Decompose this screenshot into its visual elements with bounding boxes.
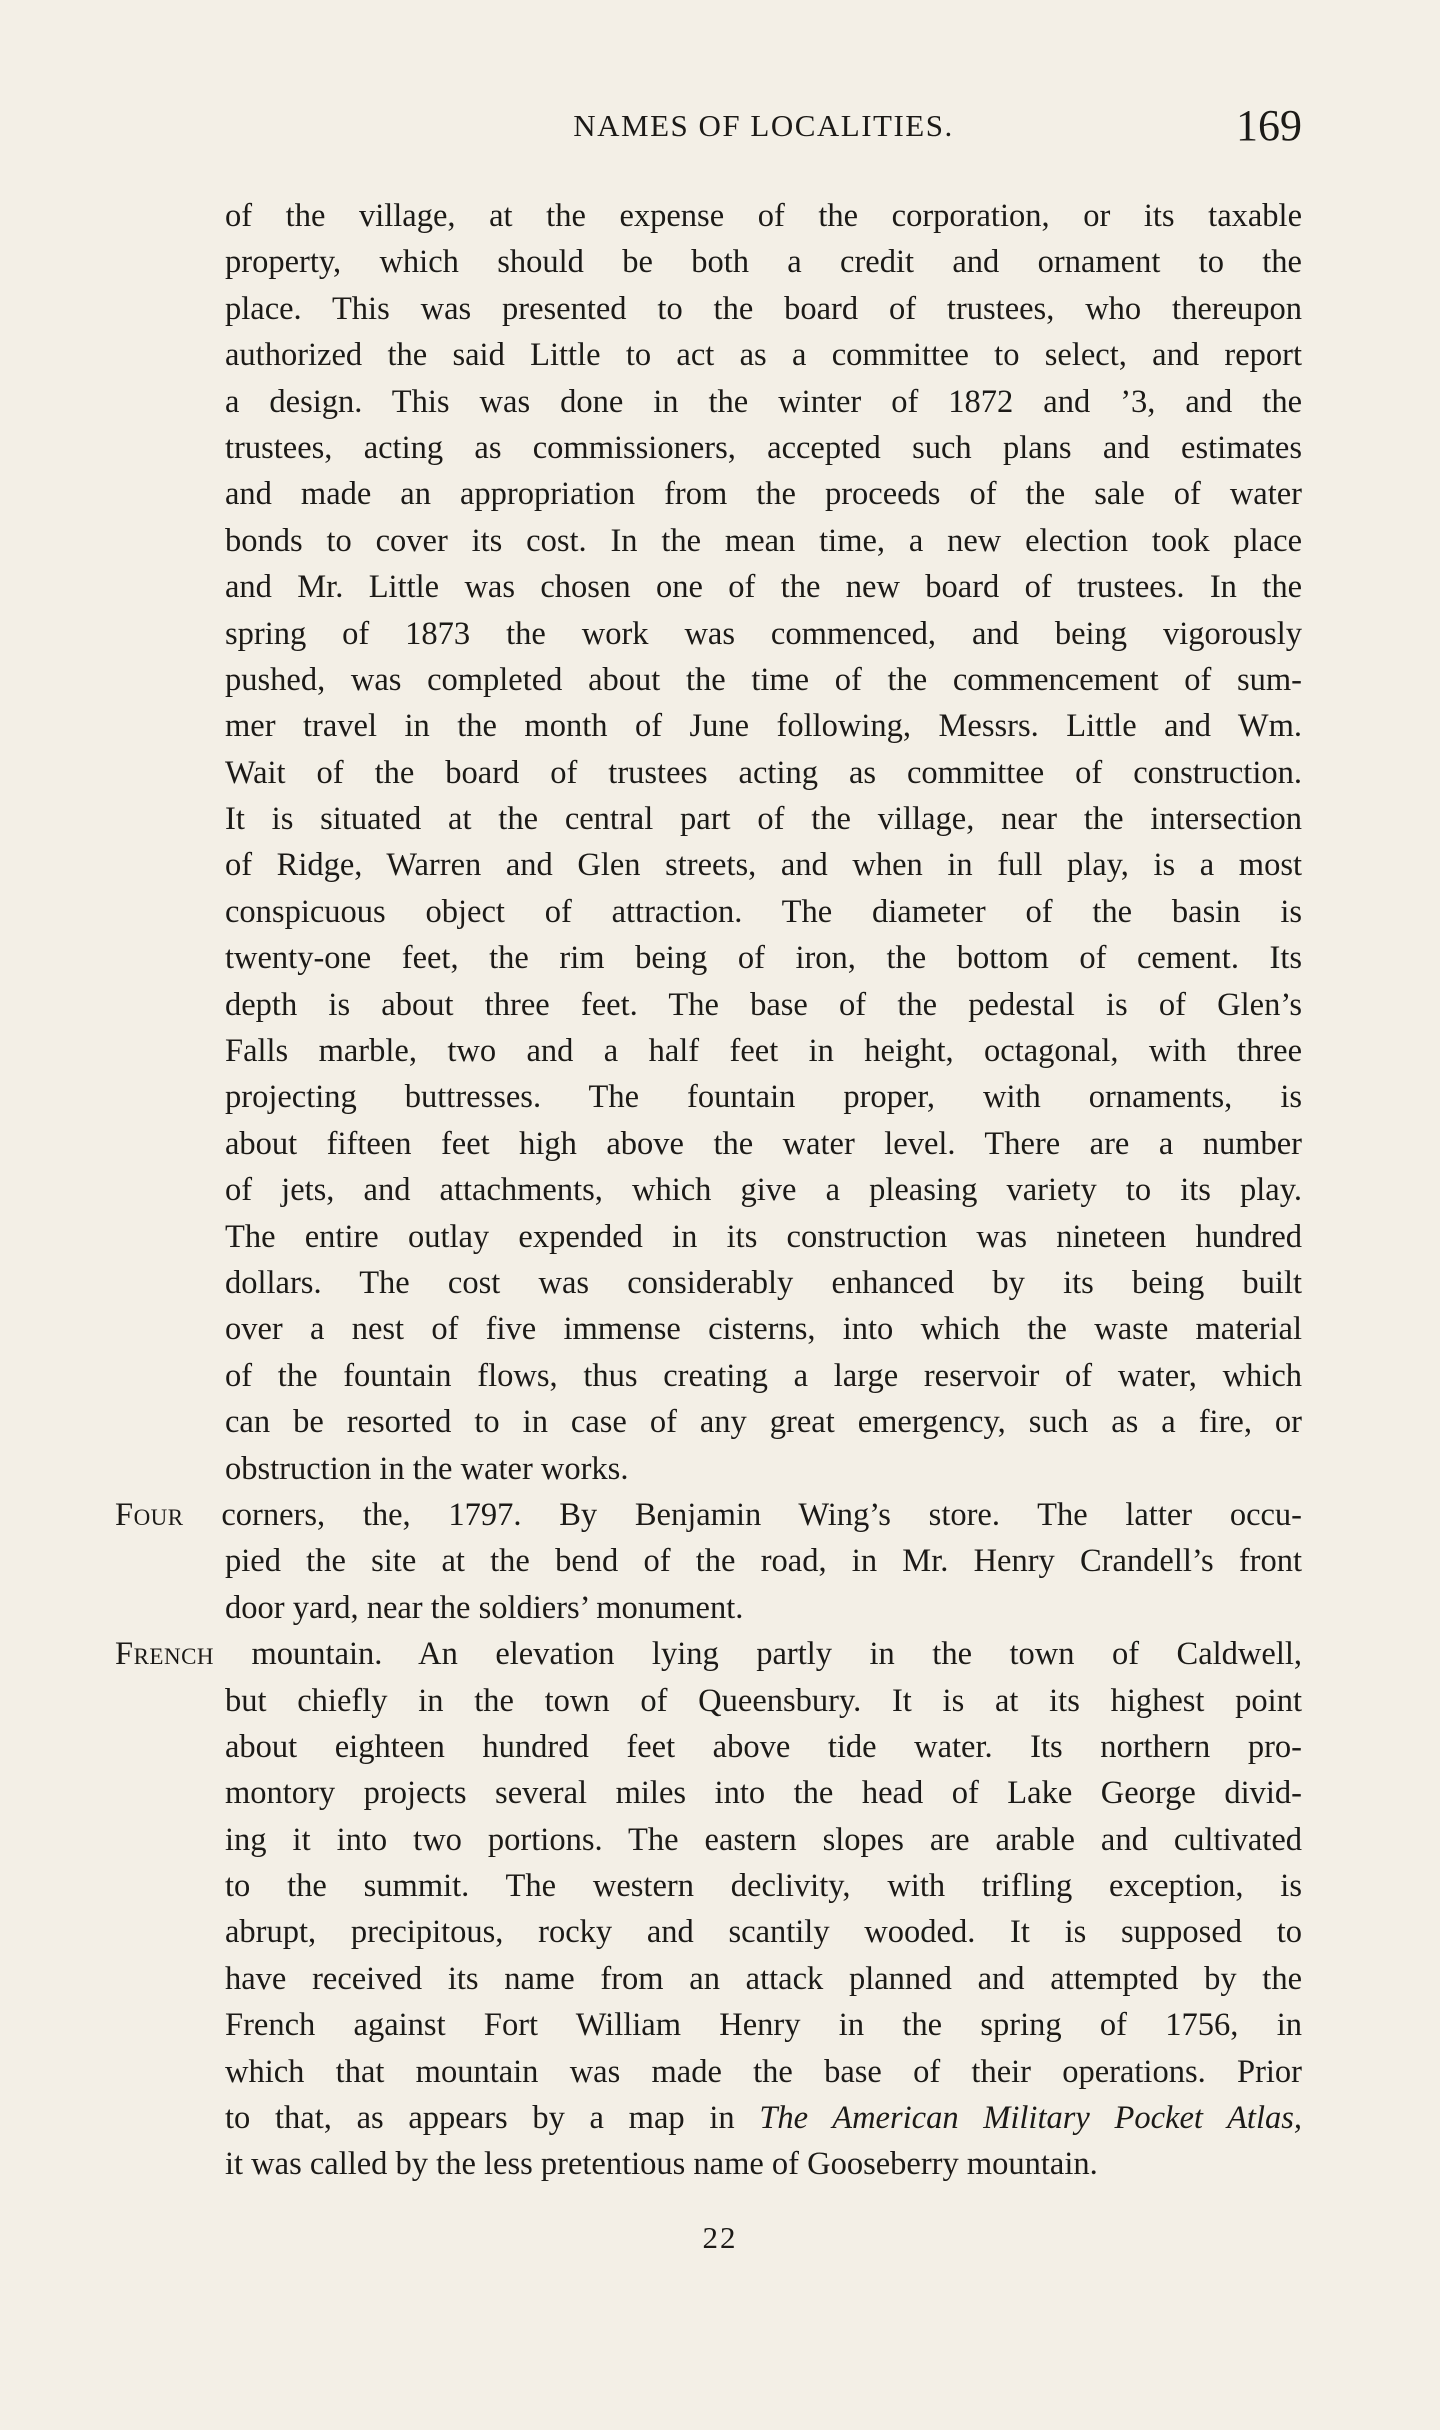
text-line: montory projects several miles into the head of Lake George divid-	[225, 1775, 1302, 1812]
entry-term: Four	[115, 1496, 184, 1533]
running-head: NAMES OF LOCALITIES.	[573, 108, 954, 143]
text-line: which that mountain was made the base of their operations. Prior	[225, 2053, 1302, 2090]
text-line: pied the site at the bend of the road, in Mr. Henry Crandell’s front	[225, 1543, 1302, 1580]
text-line: of Ridge, Warren and Glen streets, and when in full play, is a most	[225, 847, 1302, 884]
text-line: conspicuous object of attraction. The diameter of the basin is	[225, 893, 1302, 930]
text-line: It is situated at the central part of the village, near the intersection	[225, 801, 1302, 838]
text-line: door yard, near the soldiers’ monument.	[225, 1589, 744, 1626]
text-line: about fifteen feet high above the water level. There are a number	[225, 1125, 1302, 1162]
text-line: have received its name from an attack planned and attempted by the	[225, 1960, 1302, 1997]
text-line: depth is about three feet. The base of the pedestal is of Glen’s	[225, 986, 1302, 1023]
text-line: can be resorted to in case of any great emergency, such as a fire, or	[225, 1404, 1302, 1441]
page-number: 169	[1236, 101, 1302, 150]
entry-french-mountain	[115, 1631, 1302, 1677]
page-header	[225, 100, 1302, 160]
entry-text: mountain. An elevation lying partly in the town of Caldwell,	[251, 1636, 1302, 1673]
text-line: projecting buttresses. The fountain proper, with ornaments, is	[225, 1079, 1302, 1116]
text-line: French against Fort William Henry in the spring of 1756, in	[225, 2007, 1302, 2044]
text-line: spring of 1873 the work was commenced, and being vigorously	[225, 615, 1302, 652]
text-line: it was called by the less pretentious name of Gooseberry mountain.	[225, 2146, 1098, 2183]
text-line: of the fountain flows, thus creating a large reservoir of water, which	[225, 1357, 1302, 1394]
text-line: Wait of the board of trustees acting as committee of construction.	[225, 754, 1302, 791]
text-line: a design. This was done in the winter of 1872 and ’3, and the	[225, 383, 1302, 420]
text-line: over a nest of five immense cisterns, into which the waste material	[225, 1311, 1302, 1348]
text-line: trustees, acting as commissioners, accepted such plans and estimates	[225, 429, 1302, 466]
text-line: of jets, and attachments, which give a pleasing variety to its play.	[225, 1172, 1302, 1209]
text-line	[225, 2095, 1302, 2141]
text-line: bonds to cover its cost. In the mean time, a new election took place	[225, 522, 1302, 559]
text-line: but chiefly in the town of Queensbury. It is at its highest point	[225, 1682, 1302, 1719]
text-line: to the summit. The western declivity, with trifling exception, is	[225, 1868, 1302, 1905]
text-line: mer travel in the month of June following, Messrs. Little and Wm.	[225, 708, 1302, 745]
text-line: dollars. The cost was considerably enhanced by its being built	[225, 1264, 1302, 1301]
text-line: ing it into two portions. The eastern slopes are arable and cultivated	[225, 1821, 1302, 1858]
text-line: pushed, was completed about the time of the commencement of sum-	[225, 661, 1302, 698]
text-line: abrupt, precipitous, rocky and scantily wooded. It is supposed to	[225, 1914, 1302, 1951]
body-text	[115, 193, 1303, 2188]
text-line: and made an appropriation from the proceeds of the sale of water	[225, 476, 1302, 513]
text-line: Falls marble, two and a half feet in height, octagonal, with three	[225, 1033, 1302, 1070]
text-line: place. This was presented to the board of trustees, who thereupon	[225, 290, 1302, 327]
text-line: The entire outlay expended in its construction was nineteen hundred	[225, 1218, 1302, 1255]
text-line: and Mr. Little was chosen one of the new board of trustees. In the	[225, 569, 1302, 606]
text-line: authorized the said Little to act as a committee to select, and report	[225, 337, 1302, 374]
text-line: of the village, at the expense of the corporation, or its taxable	[225, 198, 1302, 234]
entry-four-corners	[115, 1492, 1302, 1538]
entry-text: corners, the, 1797. By Benjamin Wing’s store. The latter occu-	[221, 1496, 1302, 1533]
text-line: about eighteen hundred feet above tide water. Its northern pro-	[225, 1728, 1302, 1765]
text-line: twenty-one feet, the rim being of iron, the bottom of cement. Its	[225, 940, 1302, 977]
atlas-title: The American Military Pocket Atlas,	[759, 2100, 1303, 2137]
text-line: property, which should be both a credit and ornament to the	[225, 244, 1302, 281]
entry-term: French	[115, 1636, 215, 1673]
text-fragment: to that, as appears by a map in	[225, 2100, 760, 2137]
text-line: obstruction in the water works.	[225, 1450, 629, 1487]
signature-mark: 22	[702, 2220, 738, 2255]
